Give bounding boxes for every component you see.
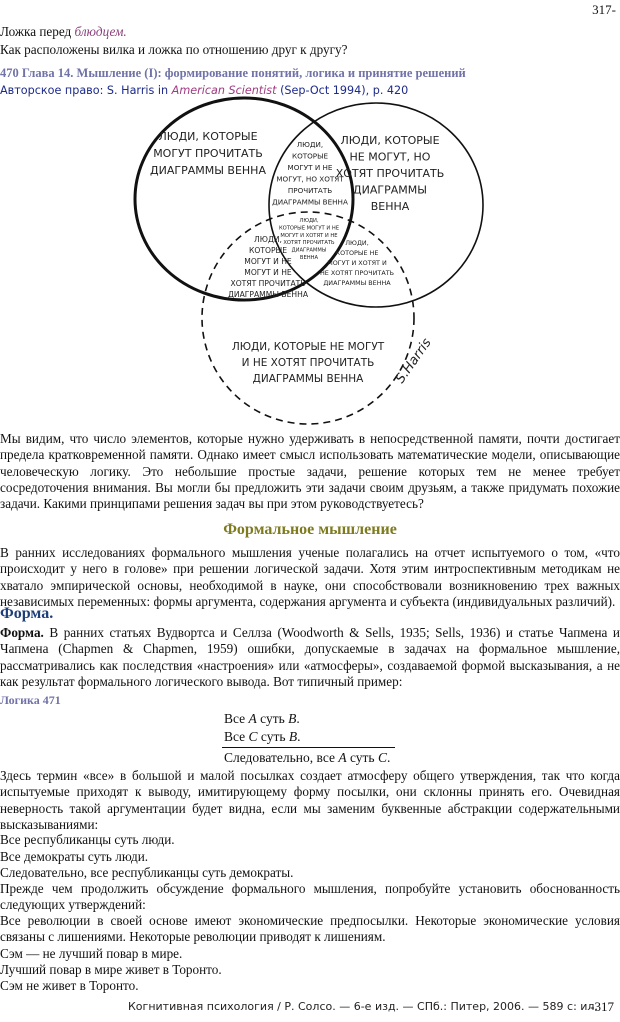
venn-label-line: МОГУТ И НЕ [244,257,292,266]
venn-label-bottom-only [232,341,385,385]
intro-line-1-text: Ложка перед [0,24,75,39]
venn-label-line: ДИАГРАММЫ [291,247,327,254]
syllogism-conclusion: Следовательно, все A суть C. [224,750,391,765]
venn-label-line: КОТОРЫЕ [291,151,329,161]
venn-label-left-only [150,130,266,177]
venn-label-line: МОГУТ И НЕ [244,268,292,277]
paragraph-1: Мы видим, что число элементов, которые нужно удерживать в непосредственной памяти, почти достигает предела кратковременной памяти. Однако имеет смысл использовать математические модели, описывающие человеческую логику. Это небольшие простые задачи, решение которых тем не менее требует сосредоточения внимания. Вы могли бы предложить эти задачи своим друзьям, а также придумать похожие задачи. Какими принципами решения задач вы при этом руководствуетесь? [0,431,620,512]
example-1-line-1: Все республиканцы суть люди. [0,832,175,847]
section-title: Формальное мышление [223,521,397,538]
venn-label-line: МОГУТ, НО ХОТЯТ [276,174,344,184]
page-number-top: 317- [592,2,616,17]
venn-label-line: КОТОРЫЕ [248,246,288,255]
paragraph-3 [0,625,620,690]
credit-suffix: (Sep-Oct 1994), p. 420 [276,84,409,97]
venn-label-line: ЛЮДИ, [345,239,369,247]
example-2-line-1: Сэм — не лучший повар в мире. [0,946,183,961]
venn-label-line: ВЕННА [299,255,319,261]
signature-icon [393,336,435,387]
page-number-bottom: -317 [590,999,614,1014]
venn-label-line: ДИАГРАММЫ ВЕННА [323,279,391,287]
venn-label-line: МОГУТ И ХОТЯТ И НЕ [280,232,338,239]
citation-footer: Когнитивная психология / Р. Солсо. — 6-е изд. — СПб.: Питер, 2006. — 589 с: ил. [128,1000,598,1013]
example-1-line-2: Все демократы суть люди. [0,849,149,864]
paragraph-3-text: В ранних статьях Вудвортса и Селлза (Woodworth & Sells, 1935; Sells, 1936) и статье Чапмена и Чапмена (Chapmen & Chapmen, 1959) ошибки, допускаемые в задачах на формальное мышление, рассматривались как последствия «настроения» или «атмосферы», создаваемой формой высказывания, а не как результат формального логического вывода. Вот типичный пример: [0,625,620,689]
venn-label-line: ДИАГРАММЫ ВЕННА [252,373,364,385]
venn-label-line: МОГУТ И ХОТЯТ И [327,259,387,267]
credit-prefix: Авторское право: S. Harris in [0,84,172,97]
syllogism-divider [222,747,395,748]
venn-diagram [0,0,620,440]
intro-highlight: блюдцем. [74,24,127,39]
venn-label-line: НЕ ХОТЯТ ПРОЧИТАТЬ [320,269,394,277]
venn-label-line: ДИАГРАММЫ ВЕННА [227,290,309,299]
venn-label-line: ДИАГРАММЫ [353,183,427,197]
venn-label-line: ДИАГРАММЫ ВЕННА [150,164,266,177]
venn-label-line: ЛЮДИ, [299,218,319,224]
venn-label-line: ДИАГРАММЫ ВЕННА [272,197,348,207]
venn-label-line: И НЕ ХОТЯТ ПРОЧИТАТЬ [241,357,375,369]
chapter-header: 470 Глава 14. Мышление (I): формирование понятий, логика и принятие решений [0,66,466,80]
example-1-line-3: Следовательно, все республиканцы суть демократы. [0,865,294,880]
venn-label-line: ЛЮДИ, [254,235,282,244]
svg-text:S.Harris: S.Harris [392,335,435,387]
venn-label-line: ХОТЯТ ПРОЧИТАТЬ [283,240,335,247]
credit-journal: American Scientist [171,84,277,97]
example-2-line-2: Лучший повар в мире живет в Торонто. [0,962,222,977]
intro-line-2: Как расположены вилка и ложка по отношению друг к другу? [0,42,348,57]
syllogism-line-2: Все C суть B. [224,729,301,744]
venn-label-line: ПРОЧИТАТЬ [287,186,333,195]
venn-label-line: ЛЮДИ, КОТОРЫЕ [158,130,258,143]
venn-label-line: КОТОРЫЕ МОГУТ И НЕ [278,225,340,232]
venn-label-line: КОТОРЫЕ НЕ [335,249,379,257]
paragraph-5: Прежде чем продолжить обсуждение формального мышления, попробуйте установить обоснованность следующих утверждений: [0,881,620,913]
logic-page-header: Логика 471 [0,693,61,707]
paragraph-3-lead: Форма. [0,625,44,640]
venn-label-line: МОГУТ И НЕ [287,163,333,172]
venn-label-center [279,218,339,261]
paragraph-2: В ранних исследованиях формального мышления ученые полагались на отчет испытуемого о том, «что происходит у него в голове» при решении логической задачи. Хотя этим интроспективным методикам не хватало эмпирической основы, необходимой в науке, они способствовали возникновению трех важных независимых переменных: формы аргумента, содержания аргумента и субъекта (индивидуальных различий). [0,545,620,609]
venn-label-line: ХОТЯТ ПРОЧИТАТЬ [335,167,445,180]
venn-label-line: ХОТЯТ ПРОЧИТАТЬ [230,279,306,288]
paragraph-4: Здесь термин «все» в большой и малой посылках создает атмосферу общего утверждения, так что когда испытуемые приходят к выводу, имитирующему форму посылки, они склонны принять его. Очевидная неверность такой аргументации будет видна, если мы заменим буквенные абстракции содержательными высказываниями: [0,768,620,832]
venn-label-line: ЛЮДИ, КОТОРЫЕ [340,134,440,147]
venn-label-line: ЛЮДИ, КОТОРЫЕ НЕ МОГУТ [231,341,385,353]
venn-label-line: ЛЮДИ, [296,140,324,149]
venn-label-line: НЕ МОГУТ, НО [349,150,431,164]
syllogism-line-1: Все A суть B. [224,711,300,726]
venn-label-line: ВЕННА [370,200,410,213]
paragraph-6: Все революции в своей основе имеют экономические предпосылки. Некоторые экономические условия связаны с лишениями. Некоторые революции приводят к лишениям. [0,913,620,945]
example-2-line-3: Сэм не живет в Торонто. [0,978,139,993]
subsection-title: Форма. [0,605,54,622]
venn-label-line: МОГУТ ПРОЧИТАТЬ [153,147,263,160]
